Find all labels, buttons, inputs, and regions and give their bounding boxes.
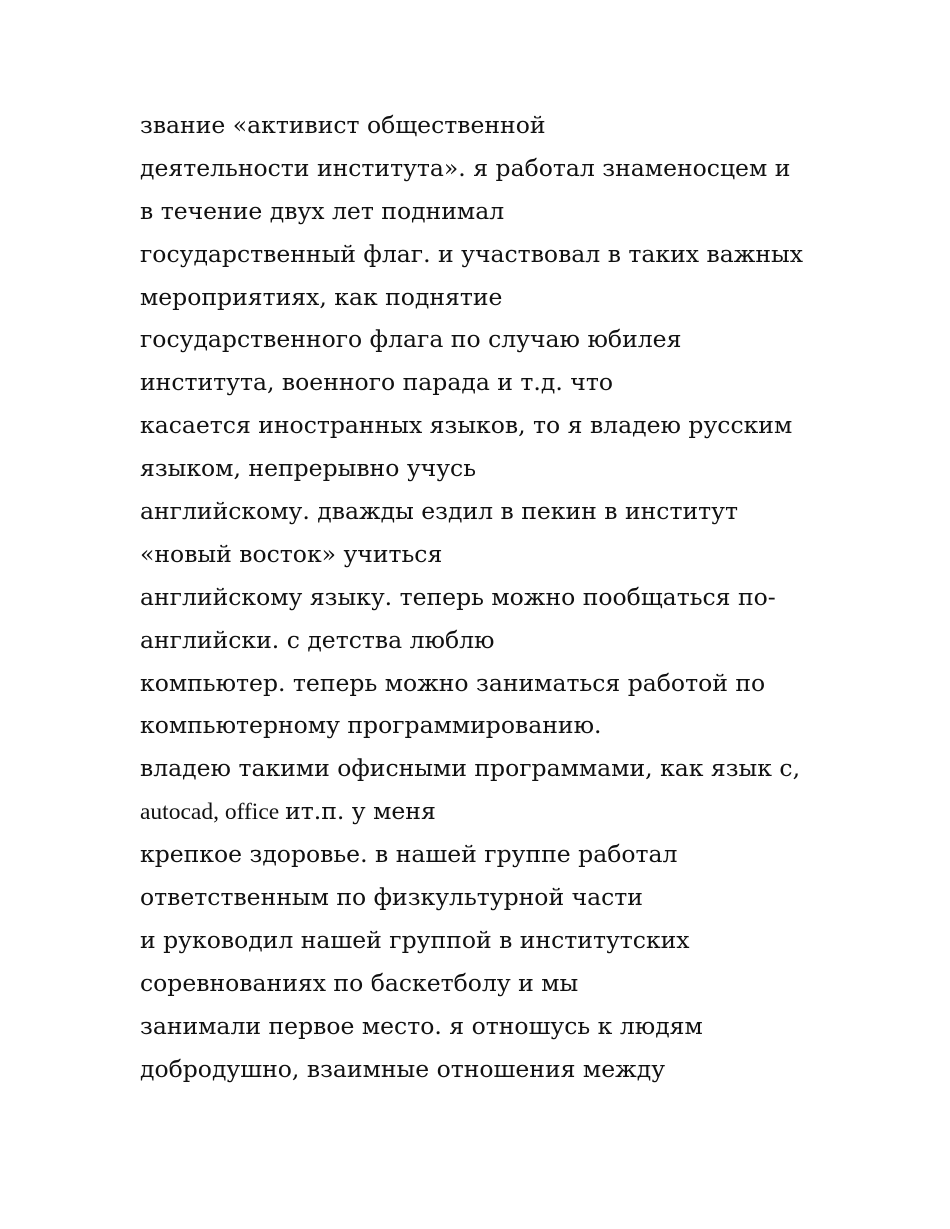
text-line: соревнованиях по баскетболу и мы (140, 968, 579, 997)
cyrillic-text: ит.п. у меня (285, 797, 436, 826)
text-line: ответственным по физкультурной части (140, 883, 643, 912)
latin-text: autocad, office (140, 799, 286, 826)
text-line: касается иностранных языков, то я владею русским (140, 411, 793, 440)
text-line: английскому языку. теперь можно пообщаться по- (140, 582, 776, 611)
text-line: и руководил нашей группой в институтских (140, 925, 690, 954)
text-line: института, военного парада и т.д. что (140, 368, 613, 397)
text-line: деятельности института». я работал знаменосцем и (140, 153, 791, 182)
text-line: в течение двух лет поднимал (140, 196, 505, 225)
text-line: «новый восток» учиться (140, 539, 443, 568)
text-line: мероприятиях, как поднятие (140, 282, 503, 311)
text-line: владею такими офисными программами, как язык c, (140, 754, 801, 783)
text-line: государственного флага по случаю юбилея (140, 325, 682, 354)
text-line: государственный флаг. и участвовал в таких важных (140, 239, 803, 268)
text-line: крепкое здоровье. в нашей группе работал (140, 840, 678, 869)
text-line: занимали первое место. я отношусь к людям (140, 1011, 703, 1040)
text-line-mixed (140, 790, 840, 833)
text-line: компьютерному программированию. (140, 711, 602, 740)
text-line: звание «активист общественной (140, 111, 546, 139)
body-text (140, 104, 840, 1090)
text-line: английски. с детства люблю (140, 625, 495, 654)
text-line: английскому. дважды ездил в пекин в институт (140, 497, 738, 526)
text-line: языком, непрерывно учусь (140, 454, 476, 483)
text-line: компьютер. теперь можно заниматься работой по (140, 668, 766, 697)
text-line: добродушно, взаимные отношения между (140, 1054, 666, 1083)
